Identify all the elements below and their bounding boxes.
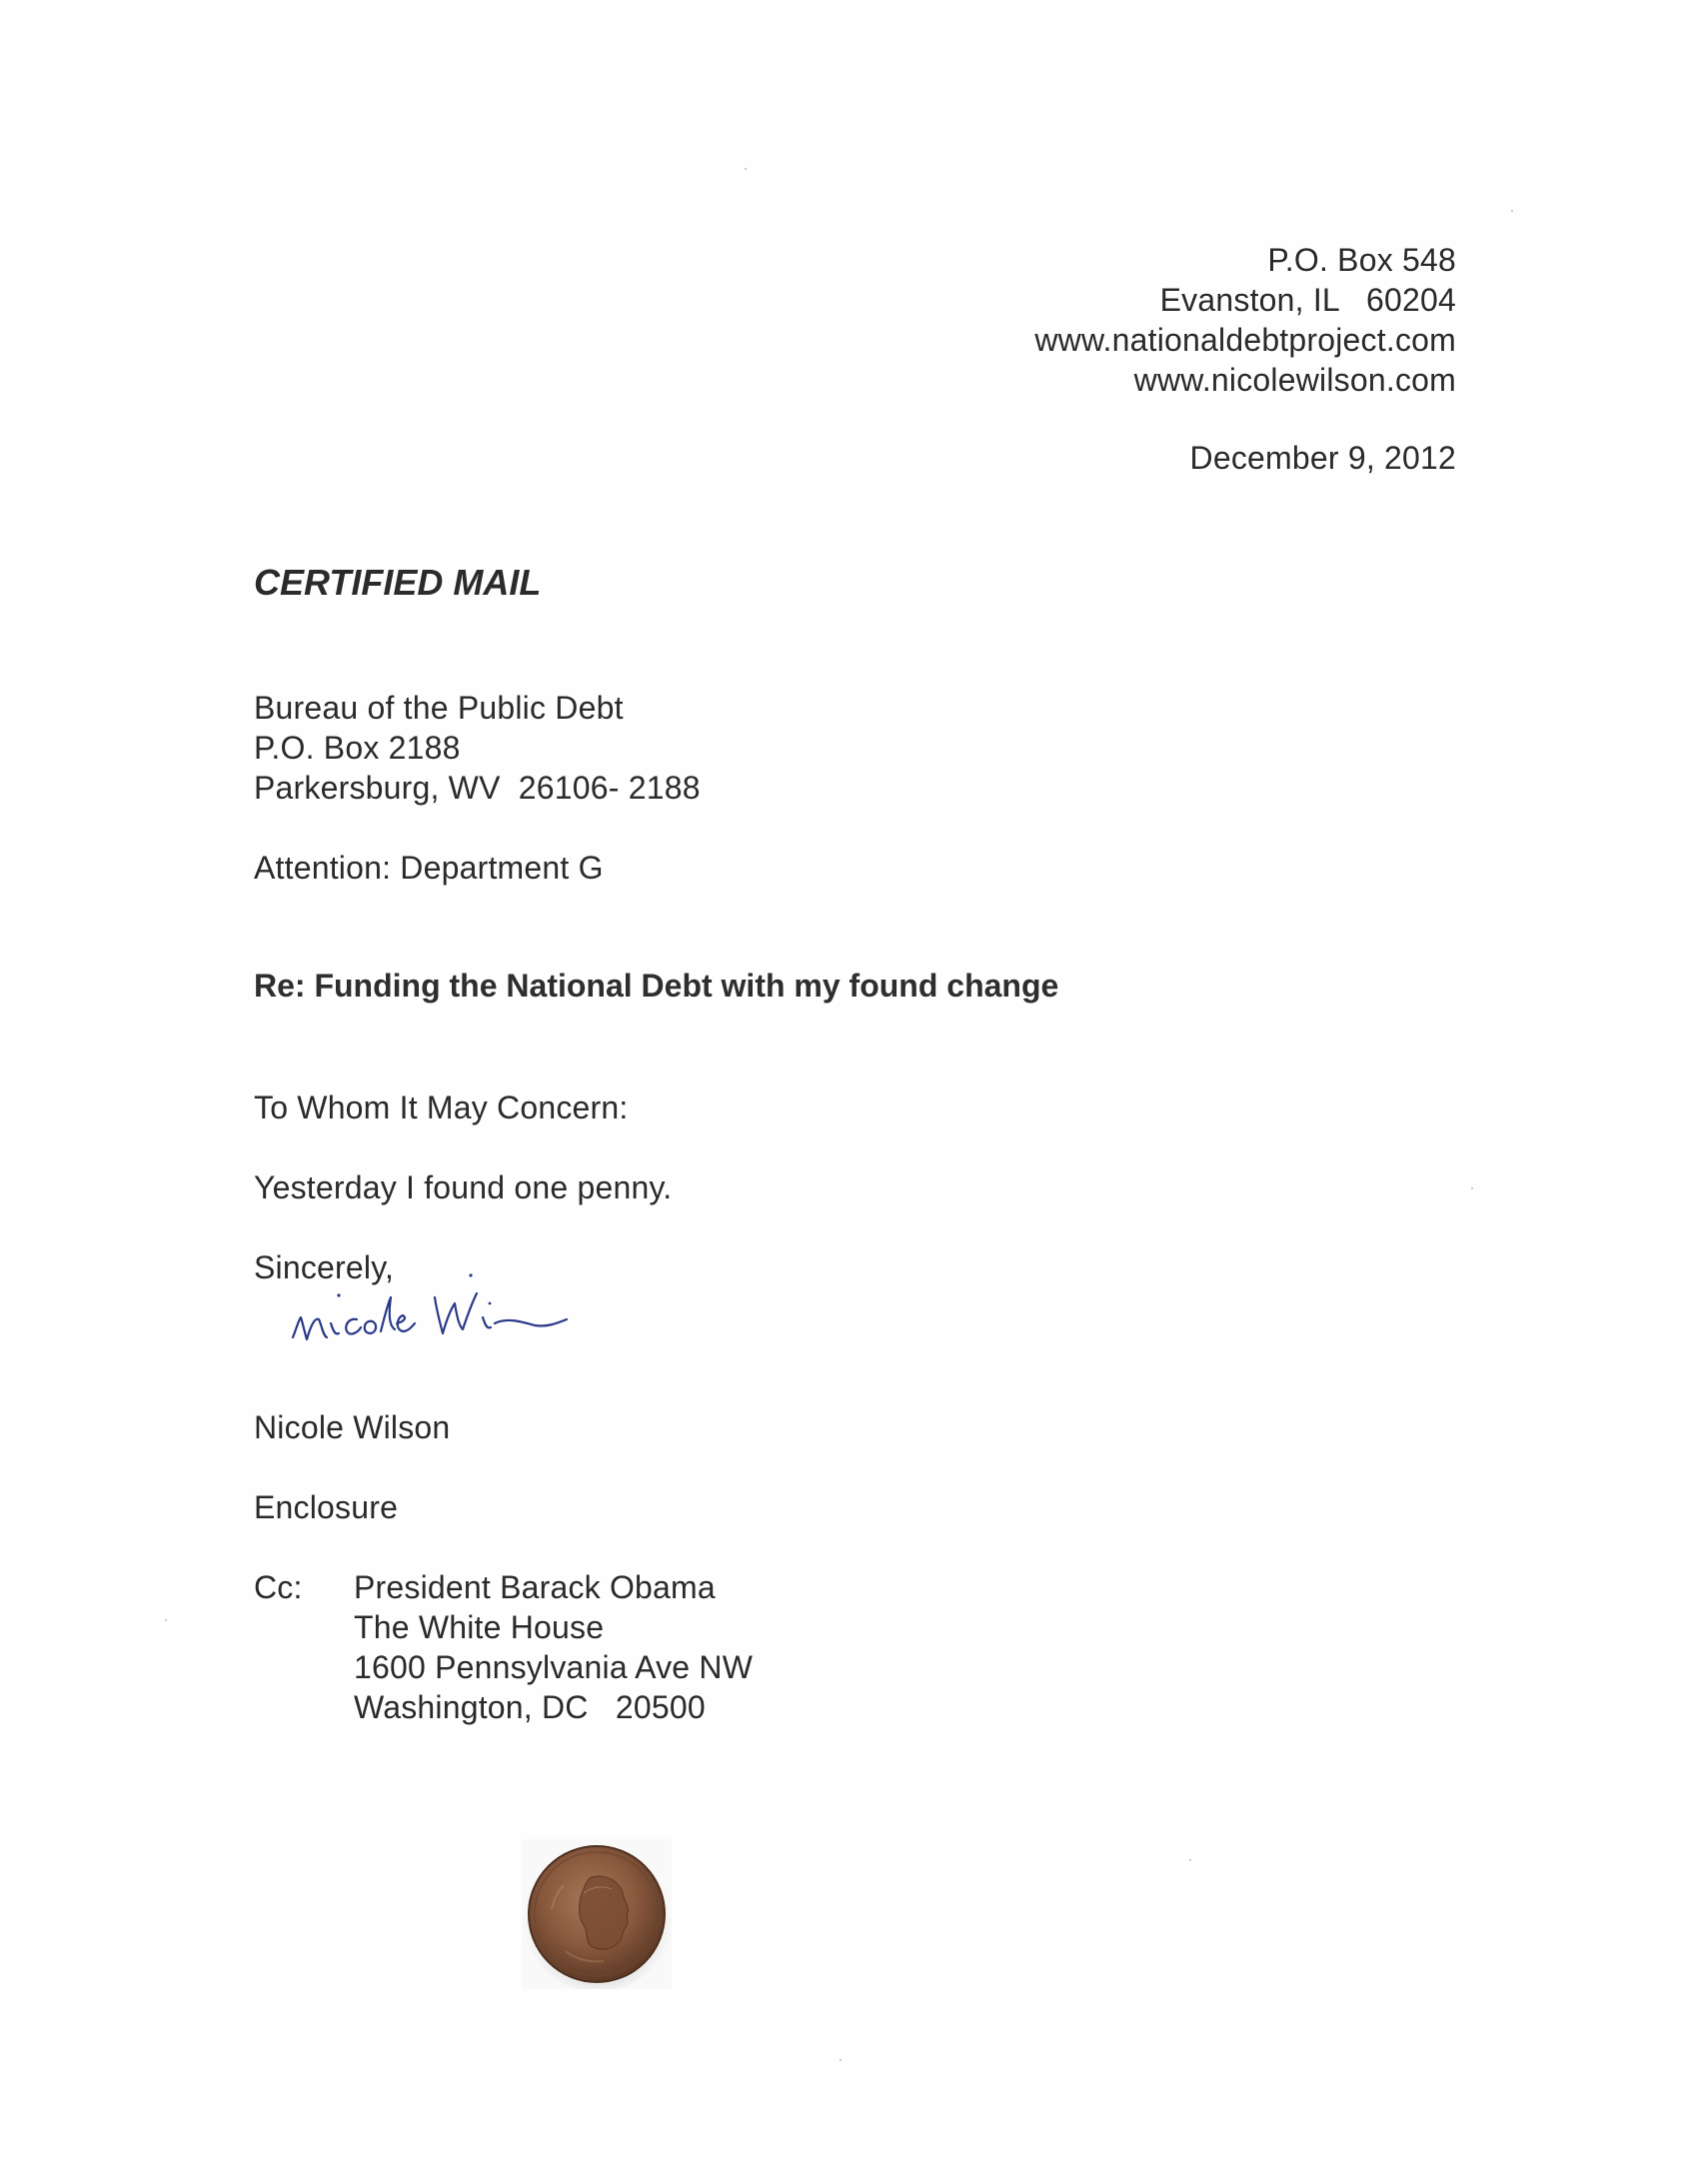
attention-line: Attention: Department G: [254, 850, 604, 886]
body-text: Yesterday I found one penny.: [254, 1169, 673, 1205]
recipient-city: Parkersburg, WV 26106- 2188: [254, 770, 701, 806]
recipient-name: Bureau of the Public Debt: [254, 690, 624, 726]
sender-website-2: www.nicolewilson.com: [1133, 362, 1456, 398]
sender-website-1: www.nationaldebtproject.com: [1034, 322, 1456, 358]
recipient-po-box: P.O. Box 2188: [254, 730, 461, 766]
subject-line: Re: Funding the National Debt with my found change: [254, 968, 1059, 1004]
letter-date: December 9, 2012: [1189, 440, 1456, 476]
delivery-method: CERTIFIED MAIL: [254, 562, 542, 603]
cc-line: The White House: [354, 1609, 605, 1645]
penny-coin-image: [522, 1839, 672, 1989]
handwritten-signature: [285, 1267, 645, 1367]
cc-line: Washington, DC 20500: [354, 1689, 706, 1725]
sender-city: Evanston, IL 60204: [1159, 282, 1456, 318]
signer-name: Nicole Wilson: [254, 1409, 451, 1445]
salutation: To Whom It May Concern:: [254, 1090, 629, 1125]
cc-line: 1600 Pennsylvania Ave NW: [354, 1649, 754, 1685]
cc-line: President Barack Obama: [354, 1569, 716, 1605]
cc-label: Cc:: [254, 1569, 303, 1605]
closing: Sincerely,: [254, 1249, 395, 1285]
enclosure-note: Enclosure: [254, 1489, 399, 1525]
sender-po-box: P.O. Box 548: [1267, 242, 1456, 278]
